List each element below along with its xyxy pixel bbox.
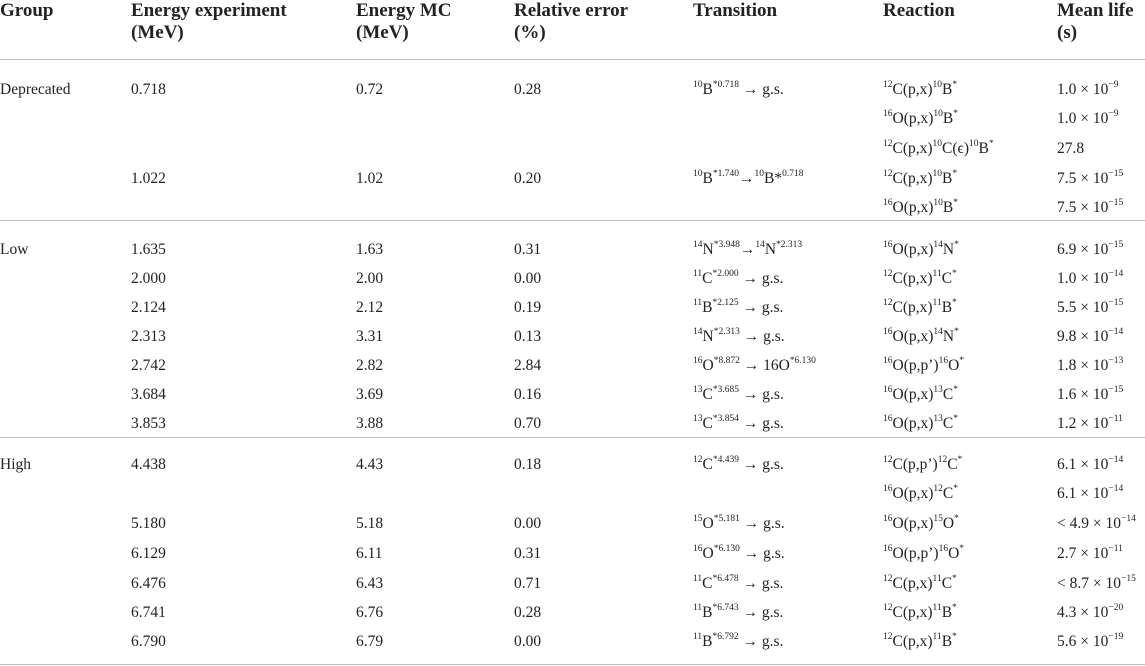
group-cell: Low bbox=[0, 241, 29, 258]
table-row bbox=[0, 165, 1145, 193]
relative-error-cell: 0.16 bbox=[514, 386, 542, 403]
transition-cell: $^{10}B^{*0.718} \to g.s$. bbox=[693, 79, 784, 98]
header-group: Group bbox=[0, 0, 54, 21]
table-row bbox=[0, 105, 1145, 133]
mean-life-cell: $5.5 \times 10^{-15}$ bbox=[1057, 297, 1124, 316]
reaction-cell: $^{16}O(p,x)^{14}N^*$ bbox=[883, 239, 959, 258]
energy-mc-cell: 6.11 bbox=[356, 545, 383, 562]
header-energy-mc: Energy MC (MeV) bbox=[356, 0, 452, 43]
transition-cell: $^{11}C^{*6.478} \to g.s$. bbox=[693, 573, 784, 592]
mean-life-cell: $4.3 \times 10^{-20}$ bbox=[1057, 602, 1124, 621]
mean-life-cell: $1.8 \times 10^{-13}$ bbox=[1057, 355, 1124, 374]
mean-life-cell: $1.6 \times 10^{-15}$ bbox=[1057, 384, 1124, 403]
transition-cell: $^{16}O^{*8.872} \to 16O^{*6.130}$ bbox=[693, 355, 816, 374]
relative-error-cell: 0.71 bbox=[514, 575, 542, 592]
transition-cell: $^{13}C^{*3.854} \to g.s$. bbox=[693, 413, 784, 432]
relative-error-cell: 0.20 bbox=[514, 170, 542, 187]
energy-experiment-cell: 2.742 bbox=[131, 357, 166, 374]
table-row bbox=[0, 194, 1145, 222]
table-row bbox=[0, 323, 1145, 351]
energy-mc-cell: 0.72 bbox=[356, 81, 384, 98]
reaction-cell: $^{16}O(p,x)^{10}B^*$ bbox=[883, 108, 958, 127]
header-reaction: Reaction bbox=[883, 0, 955, 21]
table-row bbox=[0, 236, 1145, 264]
mean-life-cell: $5.6 \times 10^{-19}$ bbox=[1057, 631, 1124, 650]
energy-experiment-cell: 6.790 bbox=[131, 633, 166, 650]
transition-cell: $^{11}B^{*6.743} \to g.s$. bbox=[693, 602, 784, 621]
reaction-cell: $^{16}O(p,x)^{13}C^*$ bbox=[883, 413, 958, 432]
mean-life-cell: $1.0 \times 10^{-9}$ bbox=[1057, 108, 1119, 127]
energy-experiment-cell: 3.684 bbox=[131, 386, 166, 403]
relative-error-cell: 0.00 bbox=[514, 515, 542, 532]
reaction-cell: $^{12}C(p,x)^{10}B^*$ bbox=[883, 168, 958, 187]
transition-cell: $^{15}O^{*5.181} \to g.s$. bbox=[693, 513, 785, 532]
energy-mc-cell: 4.43 bbox=[356, 456, 384, 473]
table-row bbox=[0, 570, 1145, 598]
relative-error-cell: 0.00 bbox=[514, 270, 542, 287]
table-row bbox=[0, 265, 1145, 293]
table-row bbox=[0, 510, 1145, 538]
reaction-cell: $^{16}O(p,x)^{10}B^*$ bbox=[883, 197, 958, 216]
table-row bbox=[0, 480, 1145, 508]
energy-mc-cell: 2.12 bbox=[356, 299, 384, 316]
table-row bbox=[0, 599, 1145, 627]
reaction-cell: $^{12}C(p,x)^{11}B^*$ bbox=[883, 297, 957, 316]
table-row bbox=[0, 628, 1145, 656]
group-cell: Deprecated bbox=[0, 81, 71, 98]
relative-error-cell: 0.13 bbox=[514, 328, 542, 345]
energy-mc-cell: 2.00 bbox=[356, 270, 384, 287]
mean-life-cell: $2.7 \times 10^{-11}$ bbox=[1057, 543, 1123, 562]
relative-error-cell: 0.31 bbox=[514, 545, 542, 562]
mean-life-cell: < $4.9 \times 10^{-14}$ bbox=[1057, 513, 1136, 532]
reaction-cell: $^{12}C(p,x)^{11}C^*$ bbox=[883, 268, 957, 287]
reaction-cell: $^{16}$O(p,p’)$^{16}$O* bbox=[883, 543, 965, 562]
reaction-cell: $^{16}O(p,x)^{14}N^*$ bbox=[883, 326, 959, 345]
bottom-rule bbox=[0, 664, 1145, 665]
reaction-cell: $^{12}C(p,x)^{10}B^*$ bbox=[883, 79, 958, 98]
energy-mc-cell: 6.76 bbox=[356, 604, 384, 621]
energy-mc-cell: 3.31 bbox=[356, 328, 384, 345]
reaction-cell: $^{16}O(p,x)^{13}C^*$ bbox=[883, 384, 958, 403]
header-energy-experiment: Energy experiment (MeV) bbox=[131, 0, 287, 43]
energy-mc-cell: 1.02 bbox=[356, 170, 384, 187]
table-row bbox=[0, 451, 1145, 479]
header-relative-error: Relative error (%) bbox=[514, 0, 629, 43]
table-row bbox=[0, 294, 1145, 322]
mean-life-cell: $7.5 \times 10^{-15}$ bbox=[1057, 168, 1124, 187]
table-row bbox=[0, 540, 1145, 568]
energy-experiment-cell: 3.853 bbox=[131, 415, 166, 432]
energy-mc-cell: 2.82 bbox=[356, 357, 384, 374]
transition-cell: $^{10}B^{*1.740}\to^{10}B*^{0.718}$ bbox=[693, 168, 804, 187]
energy-experiment-cell: 4.438 bbox=[131, 456, 166, 473]
table-row bbox=[0, 135, 1145, 163]
energy-mc-cell: 5.18 bbox=[356, 515, 384, 532]
transition-cell: $^{16}O^{*6.130} \to g.s$. bbox=[693, 543, 785, 562]
reaction-cell: $^{16}$O(p,p’)$^{16}$O* bbox=[883, 355, 965, 374]
mean-life-cell: $6.1 \times 10^{-14}$ bbox=[1057, 454, 1124, 473]
mean-life-cell: $6.1 \times 10^{-14}$ bbox=[1057, 483, 1124, 502]
relative-error-cell: 0.28 bbox=[514, 604, 542, 621]
reaction-cell: $^{16}O(p,x)^{12}C^*$ bbox=[883, 483, 958, 502]
table-row bbox=[0, 381, 1145, 409]
energy-mc-cell: 6.43 bbox=[356, 575, 384, 592]
reaction-cell: $^{12}C(p,x)^{10}C(\epsilon)^{10}B^*$ bbox=[883, 138, 994, 157]
relative-error-cell: 0.19 bbox=[514, 299, 542, 316]
mean-life-cell: $1.0 \times 10^{-14}$ bbox=[1057, 268, 1124, 287]
table-header bbox=[0, 0, 1145, 56]
relative-error-cell: 0.31 bbox=[514, 241, 542, 258]
reaction-cell: $^{16}O(p,x)^{15}O^*$ bbox=[883, 513, 959, 532]
reaction-cell: $^{12}C(p,x)^{11}C^*$ bbox=[883, 573, 957, 592]
energy-experiment-cell: 0.718 bbox=[131, 81, 166, 98]
table-row bbox=[0, 352, 1145, 380]
energy-mc-cell: 6.79 bbox=[356, 633, 384, 650]
header-mean-life: Mean life (s) bbox=[1057, 0, 1134, 43]
energy-mc-cell: 1.63 bbox=[356, 241, 384, 258]
energy-experiment-cell: 6.741 bbox=[131, 604, 166, 621]
transition-cell: $^{11}C^{*2.000} \to g.s$. bbox=[693, 268, 784, 287]
transition-cell: $^{14}N^{*2.313} \to g.s$. bbox=[693, 326, 785, 345]
mean-life-cell: $1.0 \times 10^{-9}$ bbox=[1057, 79, 1119, 98]
mean-life-cell: $1.2 \times 10^{-11}$ bbox=[1057, 413, 1123, 432]
transition-cell: $^{14}N^{*3.948}\to^{14}N^{*2.313}$ bbox=[693, 239, 803, 258]
energy-experiment-cell: 1.022 bbox=[131, 170, 166, 187]
energy-experiment-cell: 2.124 bbox=[131, 299, 166, 316]
mean-life-cell: $6.9 \times 10^{-15}$ bbox=[1057, 239, 1124, 258]
energy-experiment-cell: 6.129 bbox=[131, 545, 166, 562]
mean-life-cell: $7.5 \times 10^{-15}$ bbox=[1057, 197, 1124, 216]
table-row bbox=[0, 76, 1145, 104]
energy-mc-cell: 3.88 bbox=[356, 415, 384, 432]
relative-error-cell: 0.18 bbox=[514, 456, 542, 473]
relative-error-cell: 2.84 bbox=[514, 357, 542, 374]
table-row bbox=[0, 410, 1145, 438]
header-transition: Transition bbox=[693, 0, 778, 21]
transition-cell: $^{12}C^{*4.439} \to g.s$. bbox=[693, 454, 784, 473]
energy-experiment-cell: 2.313 bbox=[131, 328, 166, 345]
group-cell: High bbox=[0, 456, 31, 473]
relative-error-cell: 0.70 bbox=[514, 415, 542, 432]
energy-experiment-cell: 6.476 bbox=[131, 575, 166, 592]
reaction-cell: $^{12}$C(p,p’)$^{12}$C* bbox=[883, 454, 963, 473]
energy-mc-cell: 3.69 bbox=[356, 386, 384, 403]
relative-error-cell: 0.00 bbox=[514, 633, 542, 650]
reaction-cell: $^{12}C(p,x)^{11}B^*$ bbox=[883, 631, 957, 650]
reaction-cell: $^{12}C(p,x)^{11}B^*$ bbox=[883, 602, 957, 621]
relative-error-cell: 0.28 bbox=[514, 81, 542, 98]
transition-cell: $^{13}C^{*3.685} \to g.s$. bbox=[693, 384, 784, 403]
energy-experiment-cell: 1.635 bbox=[131, 241, 166, 258]
energy-experiment-cell: 2.000 bbox=[131, 270, 166, 287]
mean-life-cell: 27.8 bbox=[1057, 140, 1085, 157]
transition-cell: $^{11}B^{*2.125} \to g.s$. bbox=[693, 297, 784, 316]
energy-experiment-cell: 5.180 bbox=[131, 515, 166, 532]
mean-life-cell: $9.8 \times 10^{-14}$ bbox=[1057, 326, 1124, 345]
header-rule bbox=[0, 59, 1145, 60]
mean-life-cell: < $8.7 \times 10^{-15}$ bbox=[1057, 573, 1136, 592]
transition-cell: $^{11}B^{*6.792} \to g.s$. bbox=[693, 631, 784, 650]
